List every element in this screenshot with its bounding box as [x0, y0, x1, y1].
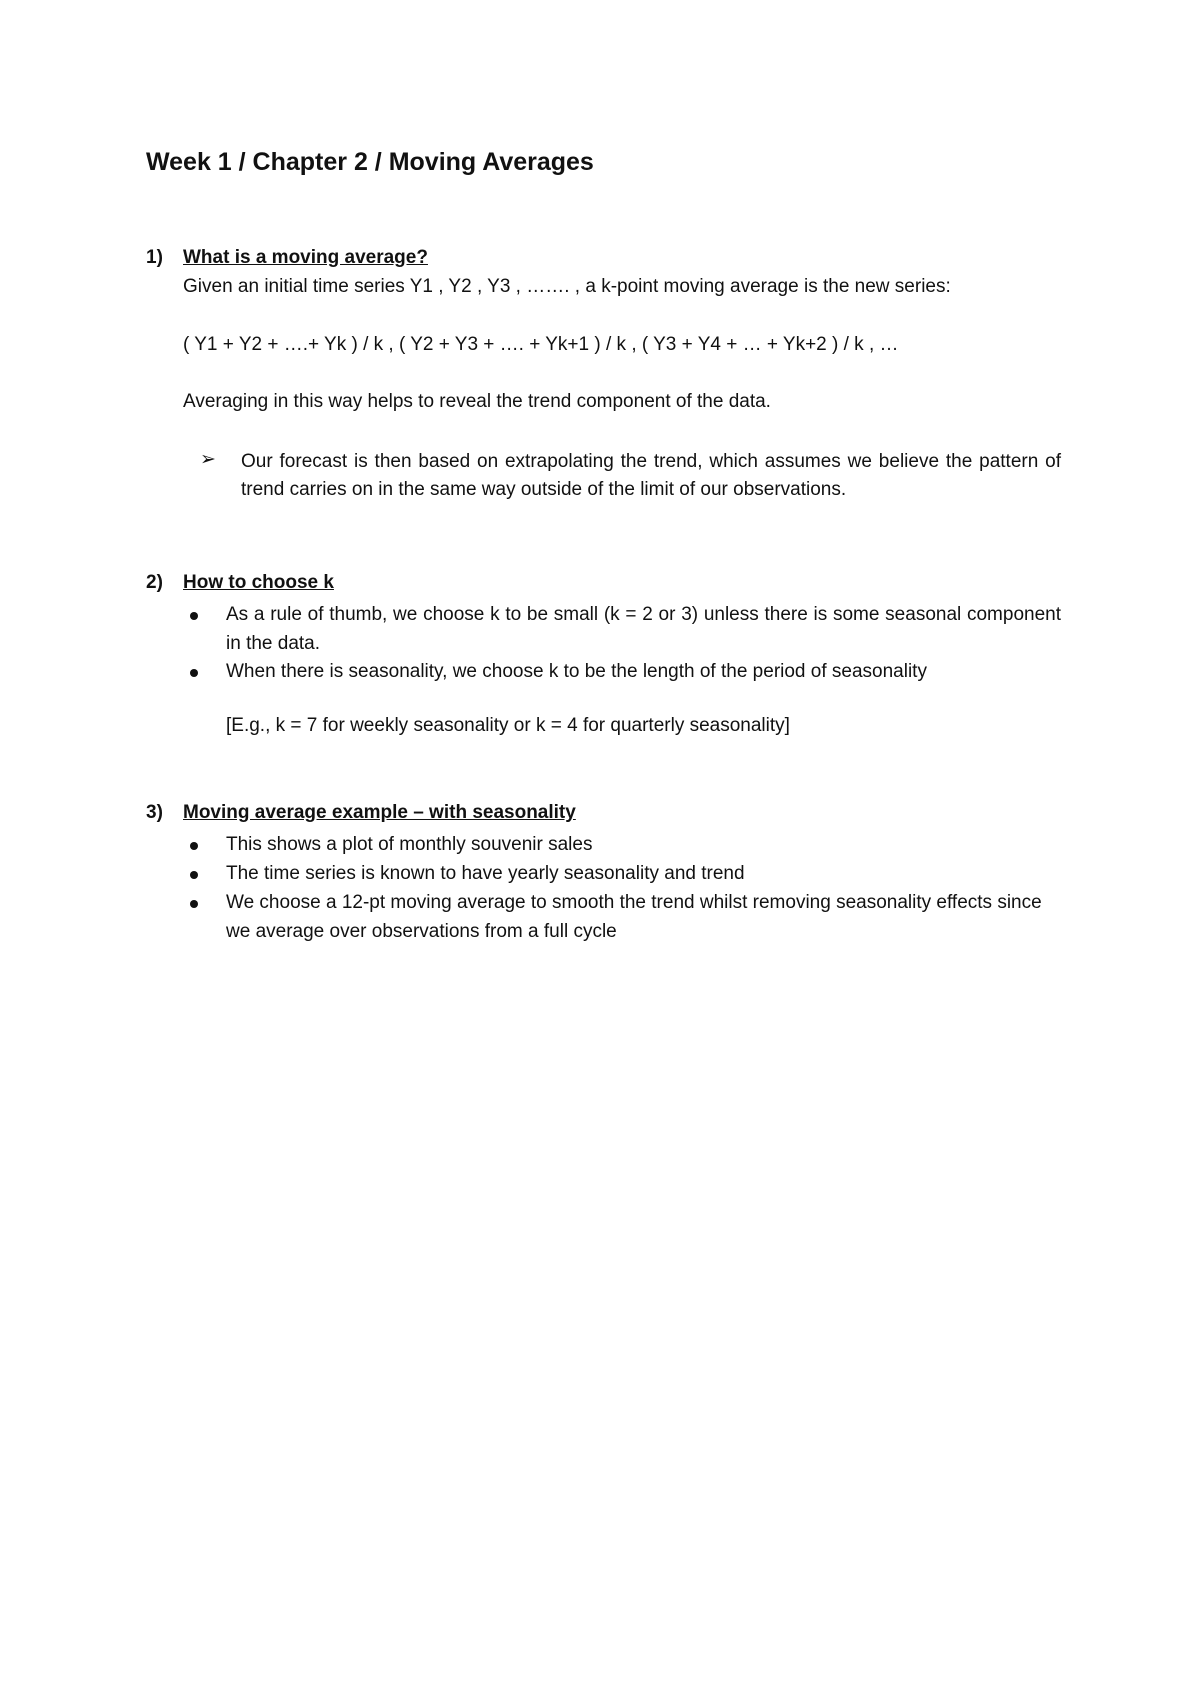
section-2-example: [E.g., k = 7 for weekly seasonality or k = 4 for quarterly seasonality] [226, 715, 790, 736]
bullet-dot-icon [190, 842, 198, 850]
section-1-heading: What is a moving average? [183, 247, 428, 268]
section-1-note: Averaging in this way helps to reveal the trend component of the data. [183, 391, 771, 412]
list-item: The time series is known to have yearly seasonality and trend [226, 863, 745, 884]
list-item: As a rule of thumb, we choose k to be small (k = 2 or 3) unless there is some seasonal component in the data. [226, 604, 1061, 654]
list-item: When there is seasonality, we choose k to be the length of the period of seasonality [226, 661, 927, 682]
page-title: Week 1 / Chapter 2 / Moving Averages [146, 148, 594, 176]
bullet-dot-icon [190, 612, 198, 620]
list-item: We choose a 12-pt moving average to smooth the trend whilst removing seasonality effects since we average over observations from a full cycle [226, 892, 1042, 942]
section-3-number: 3) [146, 802, 163, 823]
bullet-dot-icon [190, 900, 198, 908]
section-2-number: 2) [146, 572, 163, 593]
arrow-bullet-icon: ➢ [200, 449, 216, 470]
section-1-arrow-point: Our forecast is then based on extrapolating the trend, which assumes we believe the pattern of trend carries on in the same way outside of the limit of our observations. [241, 451, 1061, 500]
section-1-intro: Given an initial time series Y1 , Y2 , Y3 , ……. , a k-point moving average is the new series: [183, 276, 951, 297]
section-1-number: 1) [146, 247, 163, 268]
section-1-formula: ( Y1 + Y2 + ….+ Yk ) / k , ( Y2 + Y3 + …. + Yk+1 ) / k , ( Y3 + Y4 + … + Yk+2 ) / k , … [183, 334, 899, 355]
section-3-heading: Moving average example – with seasonality [183, 802, 576, 823]
bullet-dot-icon [190, 669, 198, 677]
bullet-dot-icon [190, 871, 198, 879]
list-item: This shows a plot of monthly souvenir sales [226, 834, 593, 855]
section-2-heading: How to choose k [183, 572, 334, 593]
